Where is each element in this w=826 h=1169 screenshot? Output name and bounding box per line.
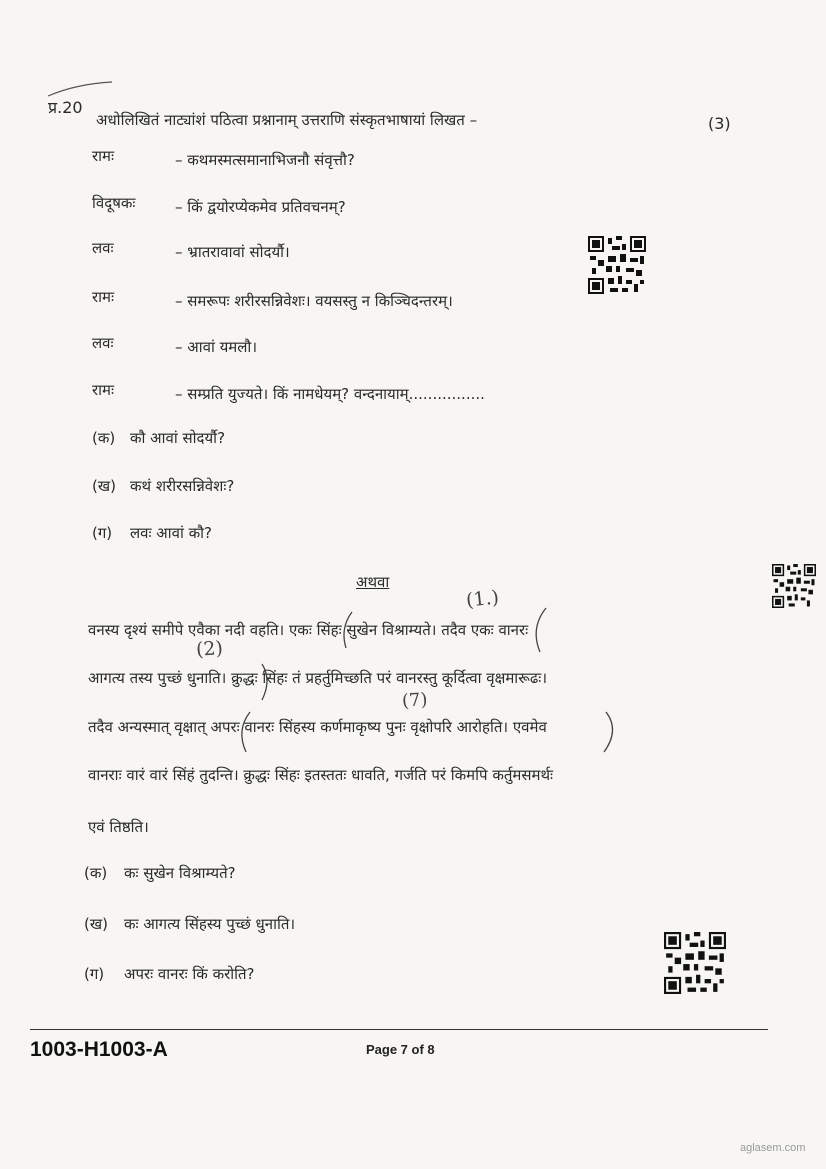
paper-code: 1003-H1003-A: [30, 1038, 168, 1061]
qr-code-icon: [588, 236, 646, 294]
footer-rule: [30, 1029, 768, 1030]
handwritten-mark: (1.): [464, 586, 501, 612]
sub-question-text: कौ आवां सोदर्यौ?: [130, 429, 226, 447]
handwritten-mark: (7): [401, 689, 429, 712]
question-marks: (3): [708, 114, 731, 133]
sub-question-text: अपरः वानरः किं करोति?: [124, 965, 255, 983]
question-instruction: अधोलिखितं नाट्यांशं पठित्वा प्रश्नानाम् उत्तराणि संस्कृतभाषायां लिखत –: [96, 111, 478, 129]
site-watermark: aglasem.com: [740, 1142, 806, 1154]
dialogue-line: – कथमस्मत्समानाभिजनौ संवृत्तौ?: [175, 151, 355, 169]
question-number: प्र.20: [48, 98, 83, 117]
speaker: लवः: [92, 334, 114, 352]
qr-code-icon: [772, 564, 816, 608]
dialogue-line: – सम्प्रति युज्यते। किं नामधेयम्? वन्दनायाम्................: [175, 385, 485, 403]
dialogue-line: – आवां यमलौ।: [175, 338, 258, 356]
sub-question-label: (ग): [84, 965, 105, 983]
sub-question: [84, 914, 295, 934]
sub-question-text: कथं शरीरसन्निवेशः?: [130, 477, 235, 495]
page-number: Page 7 of 8: [366, 1042, 435, 1057]
sub-question: [84, 964, 255, 984]
dialogue-line: – किं द्वयोरप्येकमेव प्रतिवचनम्?: [175, 198, 346, 216]
passage-line: आगत्य तस्य पुच्छं धुनाति। क्रुद्धः सिंहः तं प्रहर्तुमिच्छति परं वानरस्तु कूर्दित्वा वृक्षमारूढः।: [88, 669, 548, 687]
sub-question-text: लवः आवां कौ?: [130, 524, 212, 542]
speaker: रामः: [92, 381, 115, 399]
dialogue-line: – भ्रातरावावां सोदर्यौ।: [175, 243, 290, 261]
sub-question-label: (ख): [84, 915, 108, 933]
passage-line: एवं तिष्ठति।: [88, 818, 149, 836]
speaker: लवः: [92, 239, 114, 257]
sub-question-label: (ग): [92, 524, 113, 542]
dialogue-line: – समरूपः शरीरसन्निवेशः। वयसस्तु न किञ्चिदन्तरम्।: [175, 292, 453, 310]
handwritten-mark: (2): [195, 637, 224, 661]
or-heading: अथवा: [356, 573, 390, 591]
passage-line: वानराः वारं वारं सिंहं तुदन्ति। क्रुद्धः सिंहः इतस्ततः धावति, गर्जति परं किमपि कर्तुमसमर्थः: [88, 766, 554, 784]
qr-code-icon: [664, 932, 726, 994]
sub-question-text: कः सुखेन विश्राम्यते?: [124, 864, 236, 882]
passage-line: वनस्य दृश्यं समीपे एवैका नदी वहति। एकः सिंहः सुखेन विश्राम्यते। तदैव एकः वानरः: [88, 621, 529, 639]
passage-line: तदैव अन्यस्मात् वृक्षात् अपरः वानरः सिंहस्य कर्णमाकृष्य पुनः वृक्षोपरि आरोहति। एवमेव: [88, 718, 547, 736]
speaker: रामः: [92, 147, 115, 165]
sub-question-label: (ख): [92, 477, 116, 495]
speaker: रामः: [92, 288, 115, 306]
sub-question-label: (क): [92, 429, 116, 447]
sub-question: [84, 863, 236, 883]
speaker: विदूषकः: [92, 194, 136, 212]
sub-question-label: (क): [84, 864, 108, 882]
sub-question-text: कः आगत्य सिंहस्य पुच्छं धुनाति।: [124, 915, 296, 933]
